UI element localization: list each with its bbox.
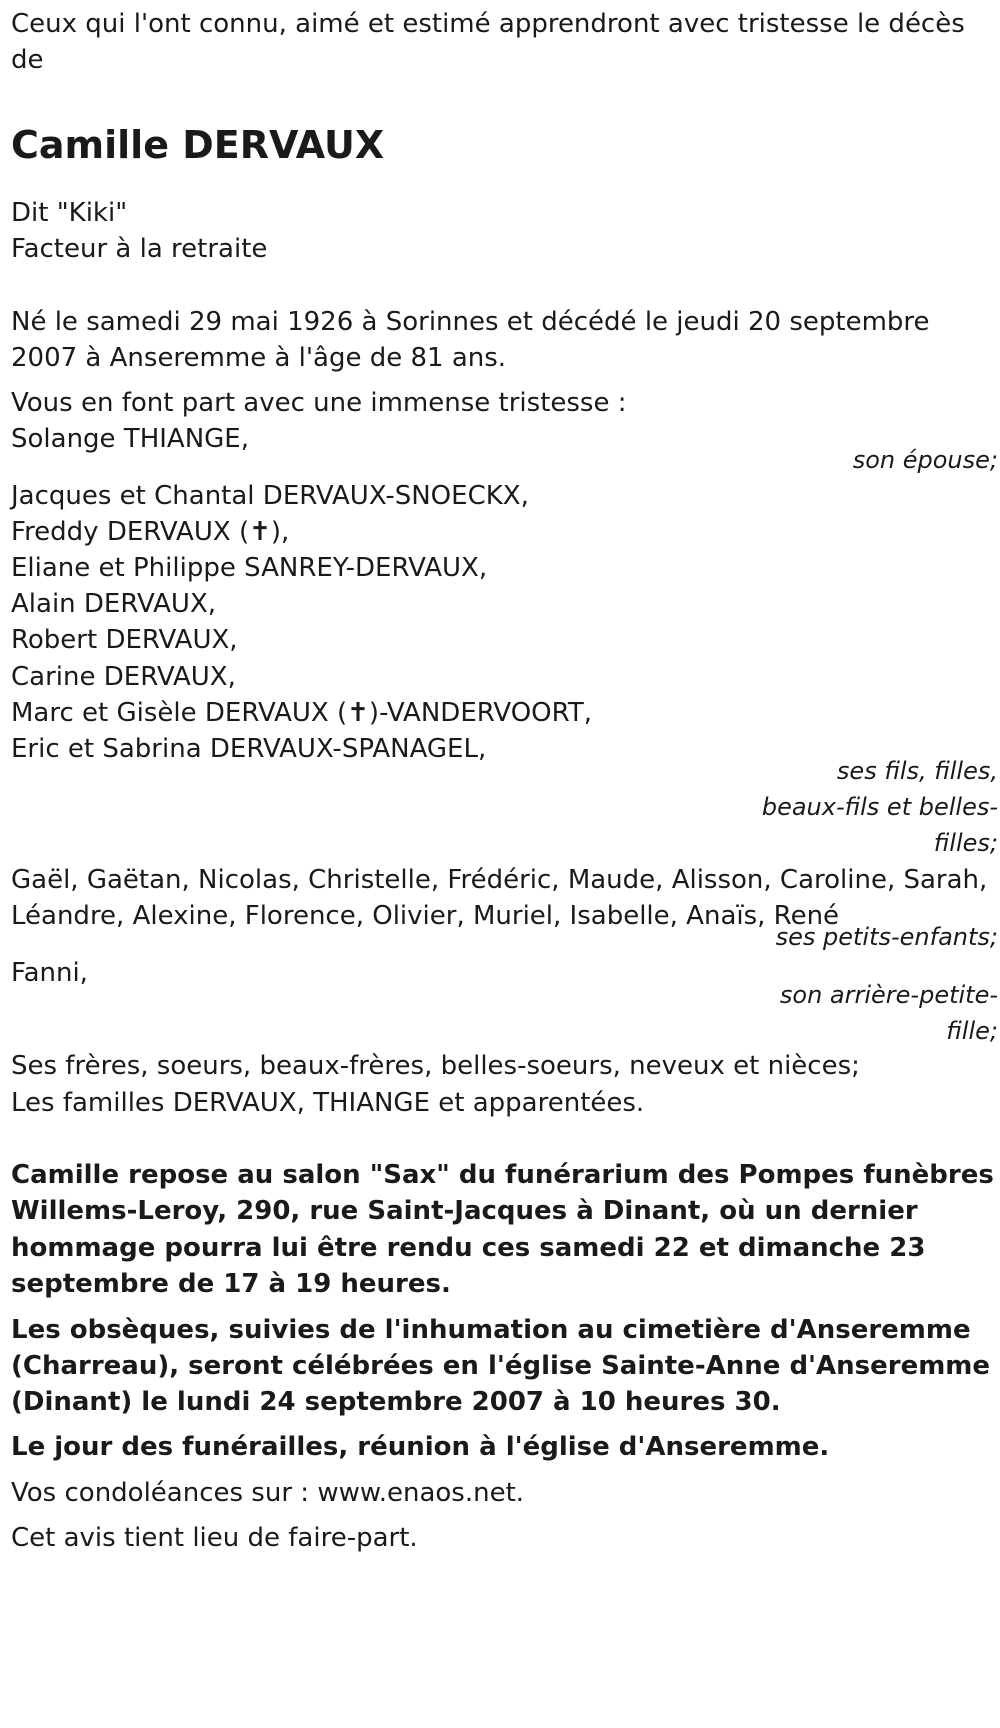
children-role-line: ses fils, filles, [836, 757, 998, 785]
nickname: Dit "Kiki" [11, 198, 128, 228]
deceased-name: Camille DERVAUX [11, 123, 385, 167]
intro-line-1: Ceux qui l'ont connu, aimé et estimé apprendront avec tristesse le décès [11, 9, 965, 39]
child-line: Eric et Sabrina DERVAUX-SPANAGEL, [11, 734, 487, 764]
relatives-line-1: Ses frères, soeurs, beaux-frères, belles-soeurs, neveux et nièces; [11, 1051, 860, 1081]
spouse-role: son épouse; [852, 446, 998, 474]
funeral-meeting: Le jour des funérailles, réunion à l'église d'Anseremme. [11, 1432, 830, 1462]
viewing-line: septembre de 17 à 19 heures. [11, 1269, 451, 1299]
funeral-line: (Dinant) le lundi 24 septembre 2007 à 10 heures 30. [11, 1387, 781, 1417]
dates-line-1: Né le samedi 29 mai 1926 à Sorinnes et décédé le jeudi 20 septembre [11, 307, 930, 337]
occupation: Facteur à la retraite [11, 234, 268, 264]
grandchildren-line-2: Léandre, Alexine, Florence, Olivier, Muriel, Isabelle, Anaïs, René [11, 901, 840, 931]
viewing-line: hommage pourra lui être rendu ces samedi 22 et dimanche 23 [11, 1233, 926, 1263]
great-grandchild-role-line: fille; [946, 1017, 998, 1045]
spouse-name: Solange THIANGE, [11, 424, 249, 454]
children-role-line: filles; [933, 829, 998, 857]
notice-line: Cet avis tient lieu de faire-part. [11, 1523, 418, 1553]
child-line: Marc et Gisèle DERVAUX (✝)-VANDERVOORT, [11, 698, 592, 728]
grandchildren-line-1: Gaël, Gaëtan, Nicolas, Christelle, Frédéric, Maude, Alisson, Caroline, Sarah, [11, 865, 988, 895]
children-role-line: beaux-fils et belles- [761, 793, 998, 821]
relatives-line-2: Les familles DERVAUX, THIANGE et apparentées. [11, 1088, 645, 1118]
great-grandchild-role-line: son arrière-petite- [779, 981, 998, 1009]
child-line: Carine DERVAUX, [11, 662, 236, 692]
funeral-line: (Charreau), seront célébrées en l'église Sainte-Anne d'Anseremme [11, 1351, 991, 1381]
child-line: Robert DERVAUX, [11, 625, 238, 655]
funeral-line: Les obsèques, suivies de l'inhumation au cimetière d'Anseremme [11, 1315, 971, 1345]
viewing-line: Willems-Leroy, 290, rue Saint-Jacques à Dinant, où un dernier [11, 1196, 918, 1226]
child-line: Jacques et Chantal DERVAUX-SNOECKX, [11, 481, 529, 511]
dates-line-2: 2007 à Anseremme à l'âge de 81 ans. [11, 343, 507, 373]
child-line: Freddy DERVAUX (✝), [11, 517, 290, 547]
intro-line-2: de [11, 45, 44, 75]
great-grandchild-name: Fanni, [11, 958, 88, 988]
grandchildren-role: ses petits-enfants; [775, 923, 998, 951]
viewing-line: Camille repose au salon "Sax" du funérarium des Pompes funèbres [11, 1160, 994, 1190]
announcement: Vous en font part avec une immense tristesse : [11, 388, 627, 418]
condolences-line: Vos condoléances sur : www.enaos.net. [11, 1478, 525, 1508]
child-line: Alain DERVAUX, [11, 589, 217, 619]
child-line: Eliane et Philippe SANREY-DERVAUX, [11, 553, 488, 583]
